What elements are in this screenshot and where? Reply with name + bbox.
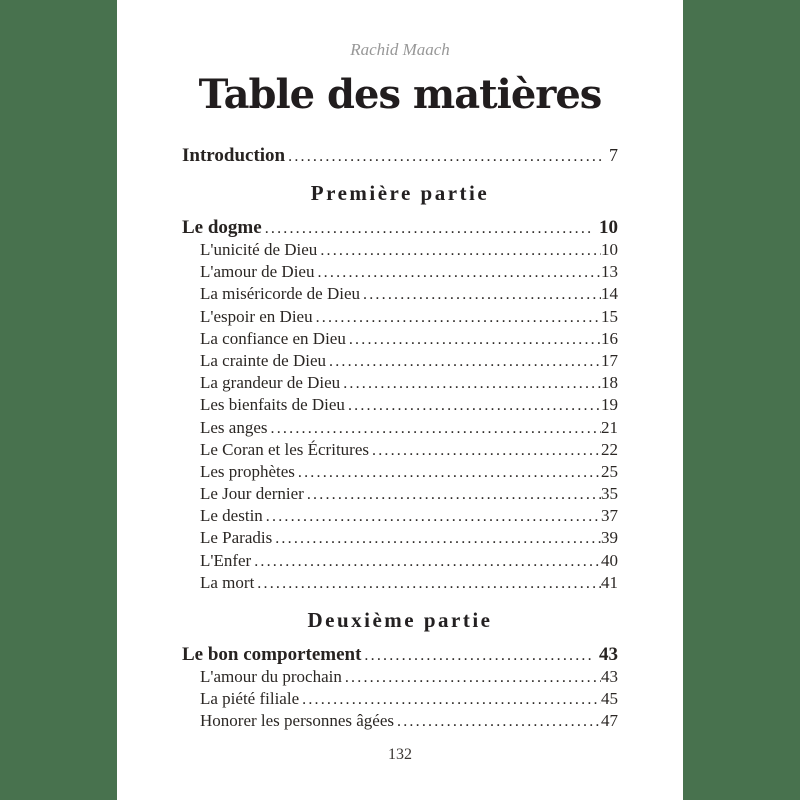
page-number: 10 bbox=[599, 217, 618, 238]
toc-entry-row bbox=[182, 261, 618, 283]
entry-label: Les bienfaits de Dieu bbox=[200, 395, 345, 415]
footer-page-number: 132 bbox=[388, 745, 412, 763]
page-number: 13 bbox=[601, 262, 618, 282]
dot-leader bbox=[266, 505, 601, 528]
entry-label: L'Enfer bbox=[200, 550, 252, 570]
dot-leader bbox=[348, 394, 601, 417]
dot-leader bbox=[271, 417, 601, 440]
page-number: 25 bbox=[601, 461, 618, 481]
toc-entry-row bbox=[182, 461, 618, 483]
section-heading-deuxieme-partie: Deuxième partie bbox=[307, 608, 493, 632]
entry-label: La piété filiale bbox=[200, 689, 300, 709]
dot-leader bbox=[317, 261, 601, 284]
toc-entries-part2 bbox=[182, 666, 618, 733]
entry-label: La crainte de Dieu bbox=[200, 350, 327, 370]
entry-label: L'espoir en Dieu bbox=[200, 306, 313, 326]
entry-label: La grandeur de Dieu bbox=[200, 373, 341, 393]
dot-leader bbox=[275, 527, 601, 550]
background-left-band bbox=[0, 0, 117, 800]
page-number: 22 bbox=[601, 439, 618, 459]
dot-leader bbox=[302, 688, 601, 711]
dot-leader bbox=[265, 217, 594, 240]
entry-label: Le Coran et les Écritures bbox=[200, 439, 369, 459]
entry-label: Introduction bbox=[182, 145, 286, 166]
page-number: 16 bbox=[601, 328, 618, 348]
section-heading-premiere-partie: Première partie bbox=[310, 181, 490, 205]
entry-label: Le destin bbox=[200, 506, 263, 526]
entry-label: L'amour de Dieu bbox=[200, 262, 315, 282]
entry-label: La mort bbox=[200, 572, 255, 592]
entry-label: La confiance en Dieu bbox=[200, 328, 346, 348]
toc-entry-row bbox=[182, 666, 618, 688]
toc-entry-row bbox=[182, 350, 618, 372]
toc-entry-row bbox=[182, 505, 618, 527]
page-number: 35 bbox=[601, 484, 618, 504]
toc-entry-row bbox=[182, 283, 618, 305]
toc-entry-row bbox=[182, 688, 618, 710]
entry-label: Le Paradis bbox=[200, 528, 273, 548]
dot-leader bbox=[364, 644, 594, 667]
dot-leader bbox=[257, 572, 601, 595]
page-number: 39 bbox=[601, 528, 618, 548]
dot-leader bbox=[316, 306, 601, 329]
entry-label: Le Jour dernier bbox=[200, 484, 304, 504]
dot-leader bbox=[307, 483, 601, 506]
toc-entry-row bbox=[182, 328, 618, 350]
dot-leader bbox=[372, 439, 601, 462]
dot-leader bbox=[343, 372, 601, 395]
toc-entry-row bbox=[182, 439, 618, 461]
toc-chapter-row-le-dogme bbox=[182, 217, 618, 239]
page-number: 10 bbox=[601, 240, 618, 259]
page-number: 45 bbox=[601, 689, 618, 709]
page-title: Table des matières bbox=[198, 71, 602, 118]
entry-label: L'unicité de Dieu bbox=[200, 240, 318, 259]
page-number: 14 bbox=[601, 284, 618, 304]
toc-entry-row bbox=[182, 372, 618, 394]
entry-label: Le dogme bbox=[182, 217, 262, 238]
toc-entry-row bbox=[182, 550, 618, 572]
author-line: Rachid Maach bbox=[350, 40, 450, 59]
dot-leader bbox=[397, 710, 601, 733]
page-number: 43 bbox=[601, 667, 618, 686]
toc-intro-row bbox=[182, 144, 618, 166]
dot-leader bbox=[363, 283, 601, 306]
page-number: 19 bbox=[601, 395, 618, 415]
page-number: 47 bbox=[601, 711, 618, 731]
dot-leader bbox=[349, 328, 601, 351]
toc-entry-row bbox=[182, 483, 618, 505]
dot-leader bbox=[329, 350, 601, 373]
page-number: 41 bbox=[601, 572, 618, 592]
toc-chapter-row-le-bon-comportement bbox=[182, 644, 618, 666]
page-number: 40 bbox=[601, 550, 618, 570]
toc-entry-row bbox=[182, 527, 618, 549]
page-number: 18 bbox=[601, 373, 618, 393]
page-number: 7 bbox=[609, 145, 618, 165]
entry-label: Honorer les personnes âgées bbox=[200, 711, 395, 731]
entry-label: Les prophètes bbox=[200, 461, 295, 481]
entry-label: Les anges bbox=[200, 417, 268, 437]
page-number: 21 bbox=[601, 417, 618, 437]
toc-entries-part1 bbox=[182, 239, 618, 594]
dot-leader bbox=[298, 461, 601, 484]
page-number: 37 bbox=[601, 506, 618, 526]
page-number: 15 bbox=[601, 306, 618, 326]
toc-entry-row bbox=[182, 710, 618, 732]
toc-entry-row bbox=[182, 417, 618, 439]
dot-leader bbox=[345, 666, 601, 689]
dot-leader bbox=[320, 239, 601, 262]
background-right-band bbox=[683, 0, 800, 800]
toc-entry-row bbox=[182, 239, 618, 261]
book-page bbox=[117, 0, 683, 800]
dot-leader bbox=[288, 145, 604, 168]
toc-entry-row bbox=[182, 394, 618, 416]
page-number: 17 bbox=[601, 350, 618, 370]
toc-entry-row bbox=[182, 572, 618, 594]
entry-label: La miséricorde de Dieu bbox=[200, 284, 361, 304]
entry-label: Le bon comportement bbox=[182, 644, 362, 665]
dot-leader bbox=[254, 550, 601, 573]
toc-entry-row bbox=[182, 306, 618, 328]
entry-label: L'amour du prochain bbox=[200, 667, 342, 686]
page-number: 43 bbox=[599, 644, 618, 665]
